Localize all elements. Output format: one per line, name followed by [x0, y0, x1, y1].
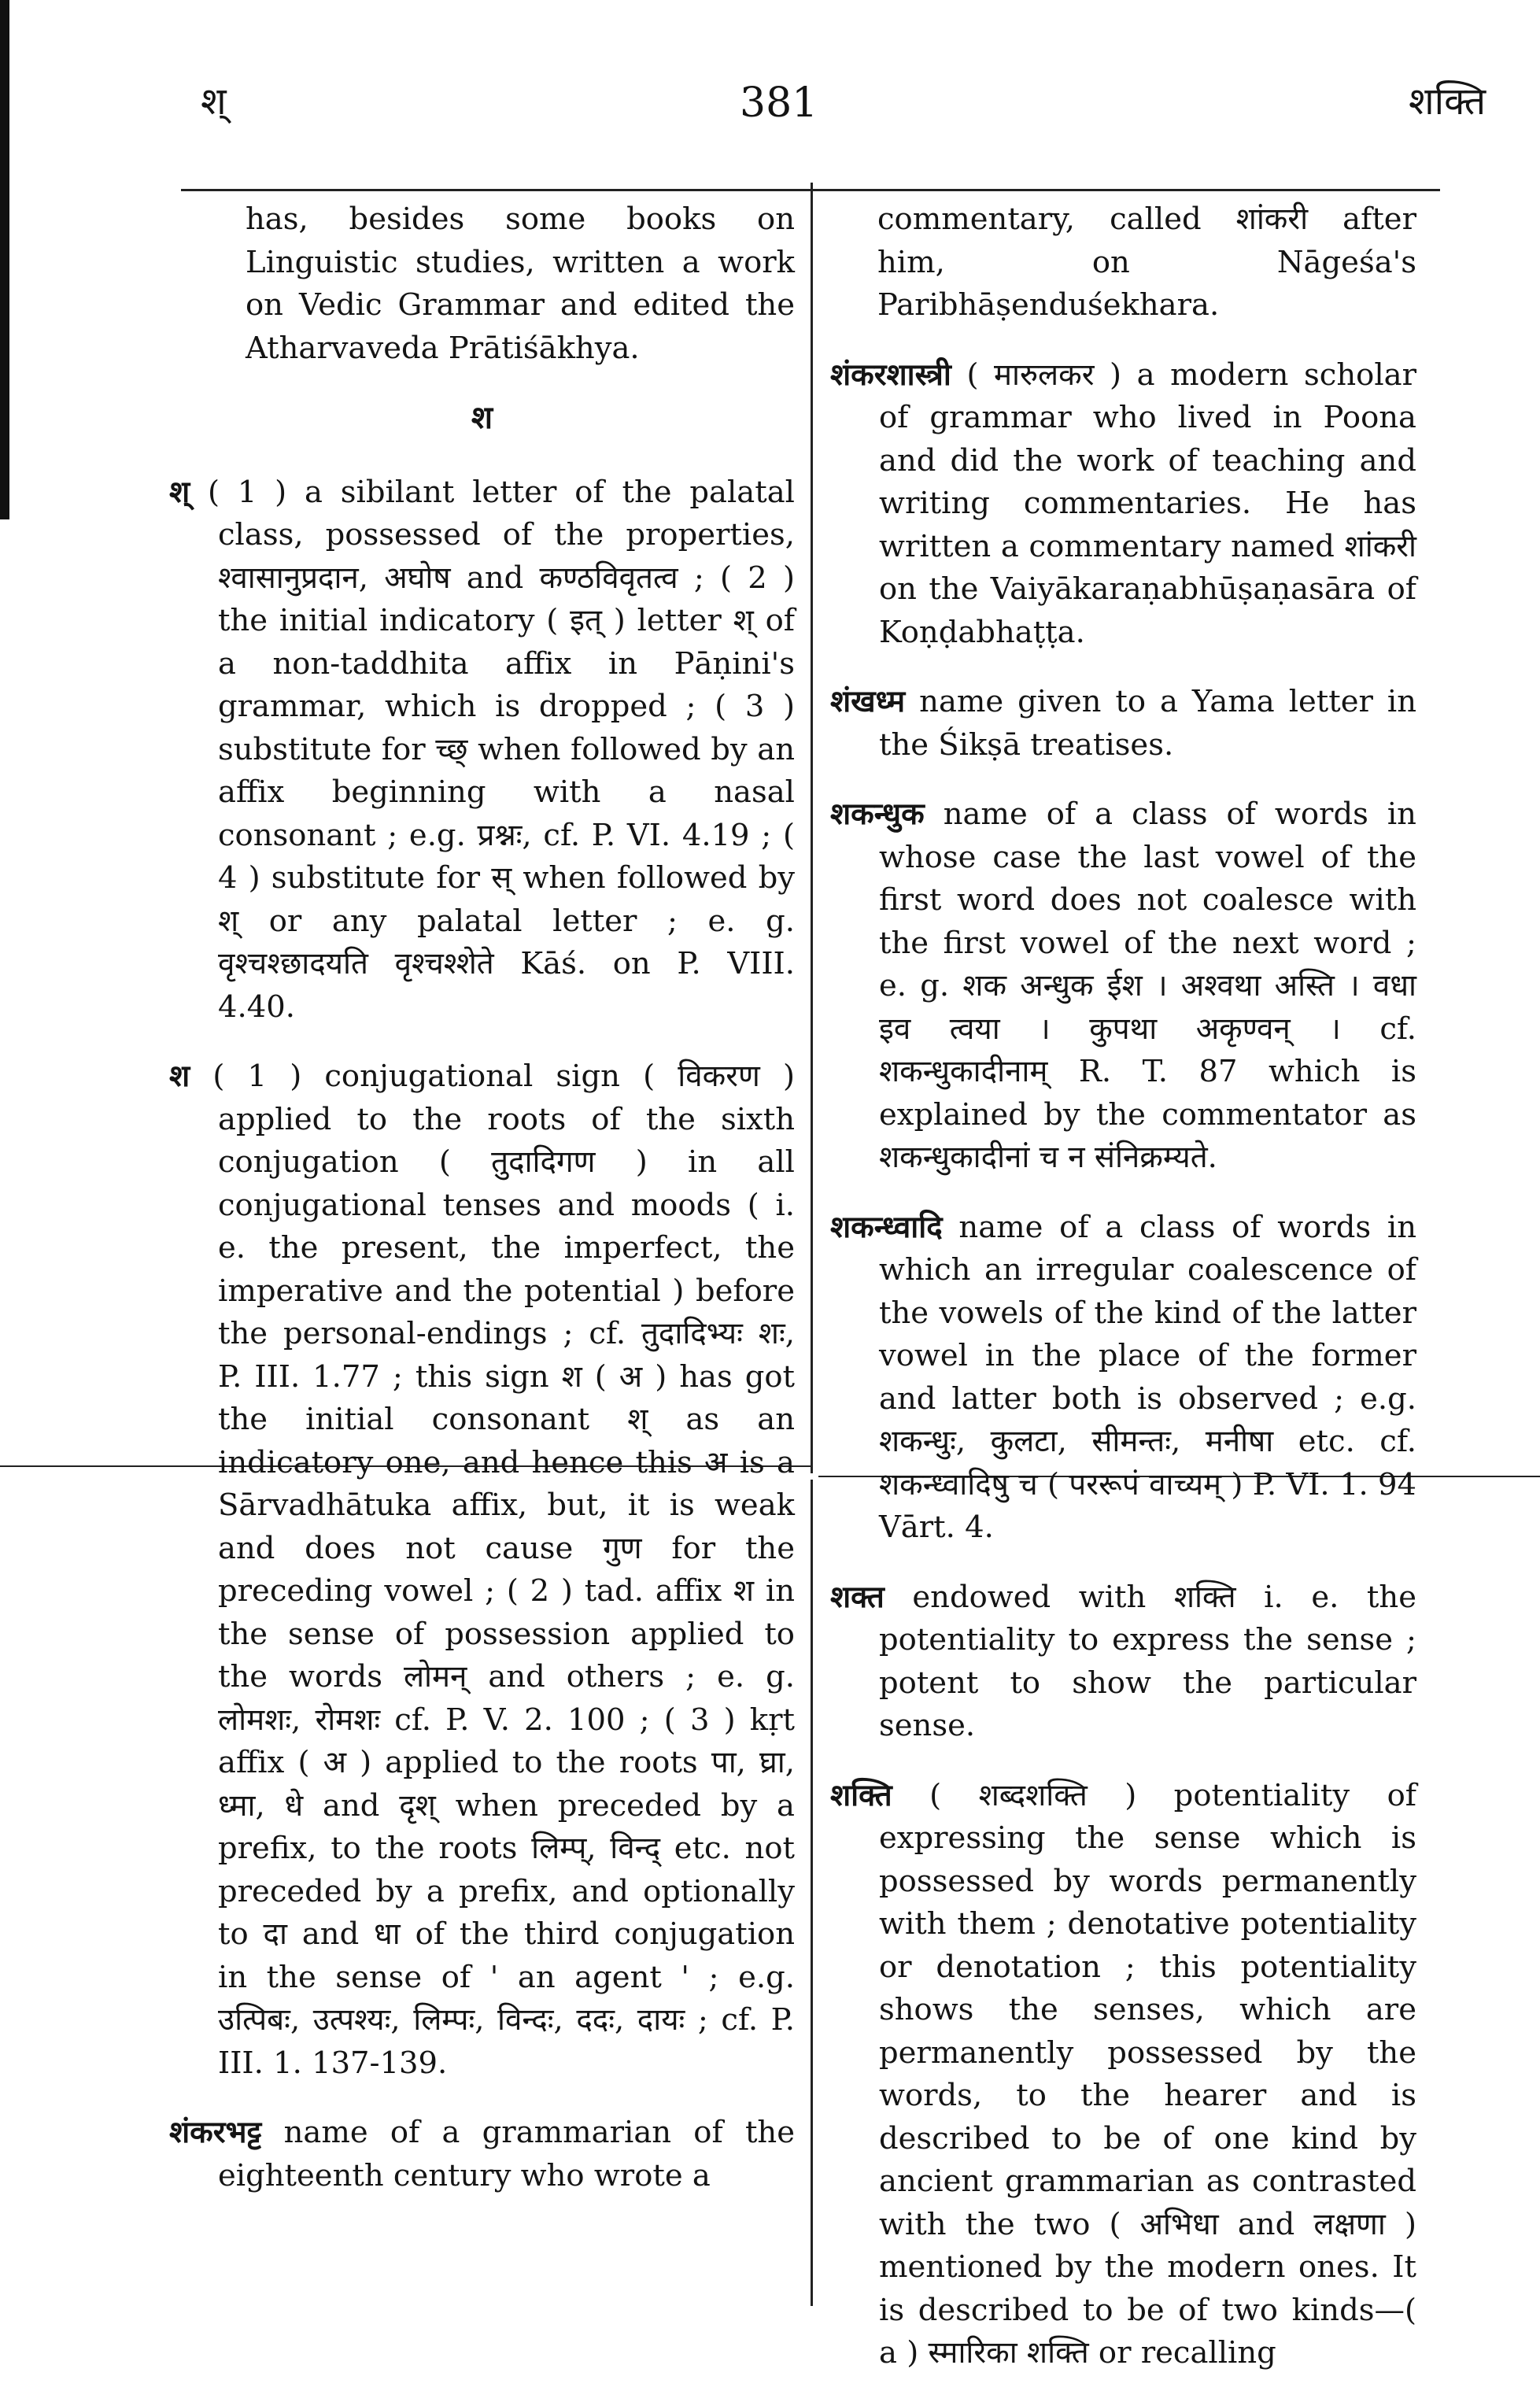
right-column: [830, 198, 1416, 2402]
header-right-guideword: शक्ति: [1409, 79, 1486, 124]
entry-text: ( 1 ) a sibilant letter of the palatal class, possessed of the properties, श्वासानुप्रदान, अघोष and कण्ठविवृतत्व ; ( 2 ) the initial indicatory ( इत् ) letter श् of a non-taddhita affix in Pāṇini's grammar, which is dropped ; ( 3 ) substitute for च्छ् when followed by an affix beginning with a nasal consonant ; e.g. प्रश्नः, cf. P. VI. 4.19 ; ( 4 ) substitute for स् when followed by श् or any palatal letter ; e. g. वृश्चश्छादयति वृश्चश्शेते Kāś. on P. VIII. 4.40.: [208, 474, 795, 1025]
left-column: [169, 198, 795, 2224]
entry-headword: शक्ति: [830, 1777, 892, 1813]
dictionary-entry: [830, 793, 1416, 1180]
entry-text: ( 1 ) conjugational sign ( विकरण ) applied to the roots of the sixth conjugation ( तुदादिगण ) in all conjugational tenses and moods ( i. e. the present, the imperfect, the imperative and the potential ) before the personal-endings ; cf. तुदादिभ्यः शः, P. III. 1.77 ; this sign श ( अ ) has got the initial consonant श् as an indicatory one, and hence this अ is a Sārvadhātuka affix, but, it is weak and does not cause गुण for the preceding vowel ; ( 2 ) tad. affix श in the sense of possession applied to the words लोमन् and others ; e. g. लोमशः, रोमशः cf. P. V. 2. 100 ; ( 3 ) kṛt affix ( अ ) applied to the roots पा, घ्रा, ध्मा, धे and दृश् when preceded by a prefix, to the roots लिम्प्, विन्द् etc. not preceded by a prefix, and optionally to दा and धा of the third conjugation in the sense of ' an agent ' ; e.g. उत्पिबः, उत्पश्यः, लिम्पः, विन्दः, ददः, दायः ; cf. P. III. 1. 137-139.: [212, 1059, 795, 2081]
dictionary-entry: [169, 1055, 795, 2085]
entry-headword: शंकरशास्त्री: [830, 357, 951, 393]
entry-text: name of a class of words in whose case the last vowel of the first word does not coalesce with the first vowel of the next word ; e. g. शक अन्धुक ईश । अश्वथा अस्ति । वधा इव त्वया । कुपथा अकृण्वन् । cf. शकन्धुकादीनाम् R. T. 87 which is explained by the commentator as शकन्धुकादीनां च न संनिक्रम्यते.: [879, 796, 1416, 1175]
entry-headword: शकन्धुक: [830, 796, 925, 832]
column-divider-bottom: [811, 1480, 813, 2306]
dictionary-entry: [169, 2112, 795, 2197]
entry-text: ( मारुलकर ) a modern scholar of grammar who lived in Poona and did the work of teaching and writing commentaries. He has written a commentary named शांकरी on the Vaiyākaraṇabhūṣaṇasāra of Koṇḍabhaṭṭa.: [879, 357, 1416, 650]
entry-headword: शकन्ध्वादि: [830, 1209, 943, 1245]
entry-text: endowed with शक्ति i. e. the potentiality to express the sense ; potent to show the particular sense.: [879, 1579, 1416, 1743]
dictionary-entry: [830, 1207, 1416, 1550]
page-binding-edge: [0, 0, 9, 519]
entry-headword: श: [169, 1059, 190, 1094]
page-number: 381: [740, 79, 818, 127]
entry-text: name given to a Yama letter in the Śikṣā treatises.: [879, 684, 1416, 763]
entry-text: name of a grammarian of the eighteenth century who wrote a: [218, 2115, 795, 2193]
continuation-text: commentary, called शांकरी after him, on Nāgeśa's Paribhāṣenduśekhara.: [877, 201, 1416, 323]
entry-headword: शंकरभट्ट: [169, 2115, 262, 2150]
entry-text: ( शब्दशक्ति ) potentiality of expressing the sense which is possessed by words permanently with them ; denotative potentiality or denotation ; this potentiality shows the senses, which are permanently possessed by the words, to the hearer and is described to be of one kind by ancient grammarian as contrasted with the two ( अभिधा and लक्षणा ) mentioned by the modern ones. It is described to be of two kinds—( a ) स्मारिका शक्ति or recalling: [879, 1777, 1416, 2371]
entry-headword: शंखध्म: [830, 684, 906, 719]
dictionary-entry: [830, 354, 1416, 655]
entry-headword: श्: [169, 474, 190, 510]
column-divider-top: [811, 183, 813, 1473]
entry-headword: शक्त: [830, 1579, 884, 1615]
dictionary-entry: [830, 681, 1416, 767]
header-left-guideword: श्: [201, 79, 227, 124]
dictionary-entry: [169, 471, 795, 1029]
dictionary-entry: [830, 1576, 1416, 1748]
continuation-text: has, besides some books on Linguistic studies, written a work on Vedic Grammar and edited the Atharvaveda Prātiśākhya.: [246, 201, 795, 366]
dictionary-entry: [830, 1775, 1416, 2375]
entry-text: name of a class of words in which an irregular coalescence of the vowels of the kind of the latter vowel in the place of the former and latter both is observed ; e.g. शकन्धुः, कुलटा, सीमन्तः, मनीषा etc. cf. शकन्ध्वादिषु च ( पररूपं वाच्यम् ) P. VI. 1. 94 Vārt. 4.: [879, 1209, 1416, 1545]
section-letter: श: [471, 399, 493, 436]
